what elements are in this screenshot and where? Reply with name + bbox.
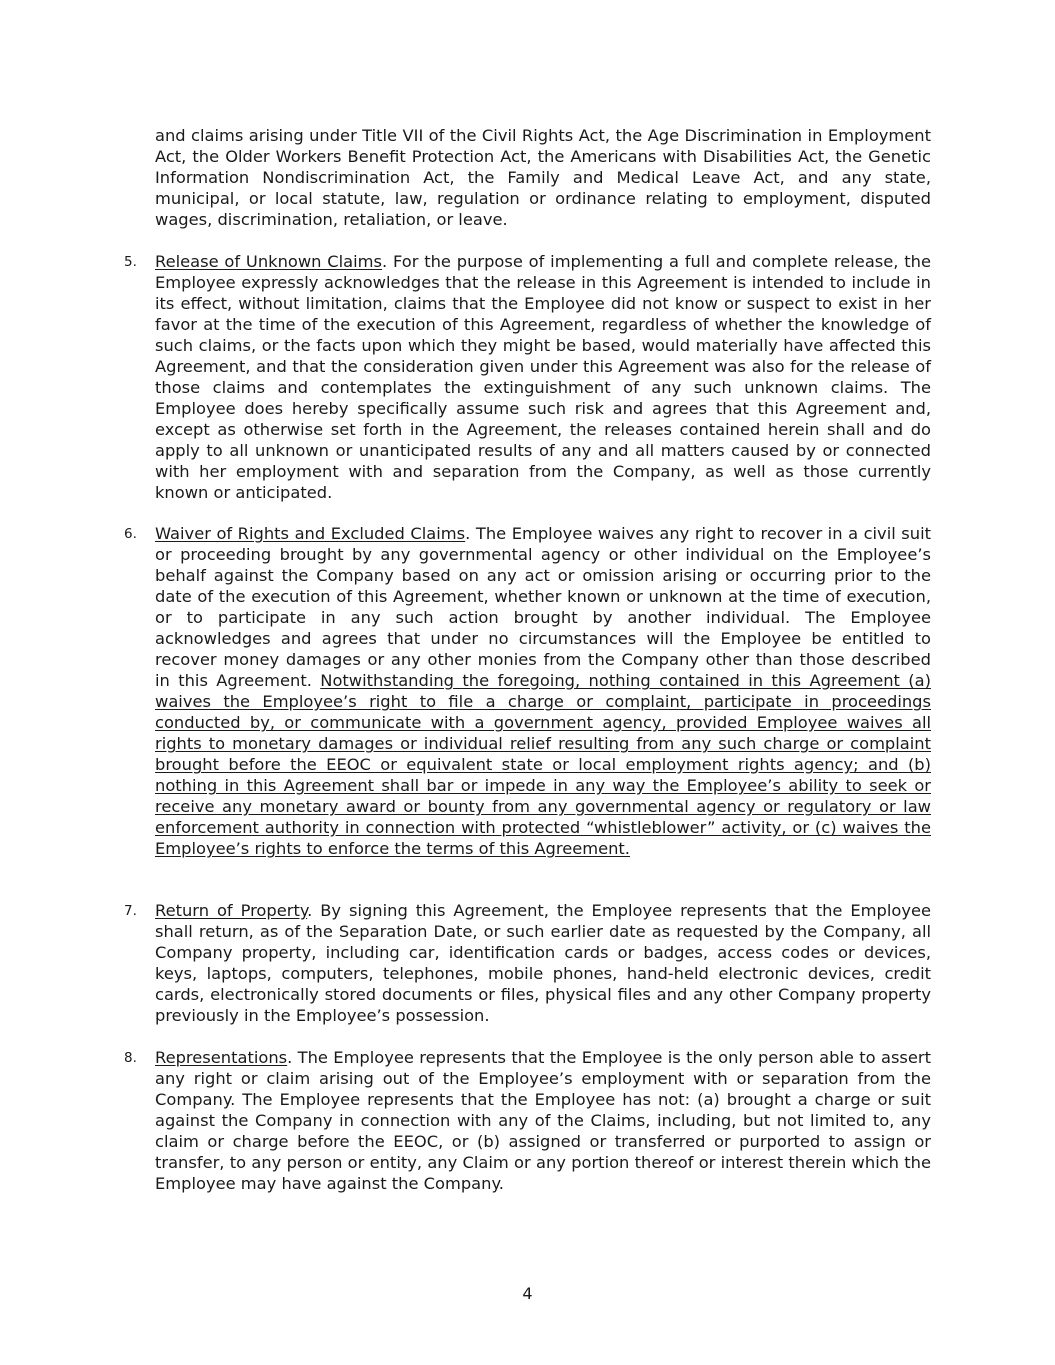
section-7-heading: Return of Property (155, 901, 308, 920)
section-6-body: . The Employee waives any right to recover in a civil suit or proceeding brought by any governmental agency or other individual on the Employee’s behalf against the Company based on any act or omission arising or occurring prior to the date of the execution of this Agreement, whether known or unknown at the time of execution, or to participate in any such action brought by another individual. The Employee acknowledges and agrees that under no circumstances will the Employee be entitled to recover money damages or any other monies from the Company other than those described in this Agreement. (155, 524, 931, 690)
section-7-number: 7. (124, 903, 137, 919)
page-number: 4 (522, 1284, 533, 1303)
continuation-text: and claims arising under Title VII of the Civil Rights Act, the Age Discrimination in Employment Act, the Older Workers Benefit Protection Act, the Americans with Disabilities Act, the Genetic Information Nondiscrimination Act, the Family and Medical Leave Act, and any state, municipal, or local statute, law, regulation or ordinance relating to employment, disputed wages, discrimination, retaliation, or leave. (155, 126, 931, 229)
section-6-number: 6. (124, 526, 137, 542)
section-6-underlined-text: Notwithstanding the foregoing, nothing contained in this Agreement (a) waives the Employee’s right to file a charge or complaint, participate in proceedings conducted by, or communicate with a government agency, provided Employee waives all rights to monetary damages or individual relief resulting from any such charge or complaint brought before the EEOC or equivalent state or local employment rights agency; and (b) nothing in this Agreement shall bar or impede in any way the Employee’s ability to seek or receive any monetary award or bounty from any governmental agency or regulatory or law enforcement authority in connection with protected “whistleblower” activity, or (c) waives the Employee’s rights to enforce the terms of this Agreement. (155, 671, 931, 858)
section-5-paragraph (155, 251, 931, 503)
section-8-body: . The Employee represents that the Employee is the only person able to assert any right or claim arising out of the Employee’s employment with or separation from the Company. The Employee represents that the Employee has not: (a) brought a charge or suit against the Company in connection with any of the Claims, including, but not limited to, any claim or charge before the EEOC, or (b) assigned or transferred or purported to assign or transfer, to any person or entity, any Claim or any portion thereof or interest therein which the Employee may have against the Company. (155, 1048, 931, 1193)
section-8-heading: Representations (155, 1048, 288, 1067)
section-8-number: 8. (124, 1050, 137, 1066)
continuation-paragraph (155, 125, 931, 230)
section-7-body: . By signing this Agreement, the Employee represents that the Employee shall return, as of the Separation Date, or such earlier date as requested by the Company, all Company property, including car, identification cards or badges, access codes or devices, keys, laptops, computers, telephones, mobile phones, hand-held electronic devices, credit cards, electronically stored documents or files, physical files and any other Company property previously in the Employee’s possession. (155, 901, 931, 1025)
section-5-number: 5. (124, 254, 137, 270)
section-5-body: . For the purpose of implementing a full and complete release, the Employee expressly acknowledges that the release in this Agreement is intended to include in its effect, without limitation, claims that the Employee did not know or suspect to exist in her favor at the time of the execution of this Agreement, regardless of whether the knowledge of such claims, or the facts upon which they might be based, would materially have affected this Agreement, and that the consideration given under this Agreement was also for the release of those claims and contemplates the extinguishment of any such unknown claims. The Employee does hereby specifically assume such risk and agrees that this Agreement and, except as otherwise set forth in the Agreement, the releases contained herein shall and do apply to all unknown or unanticipated results of any and all matters caused by or connected with her employment with and separation from the Company, as well as those currently known or anticipated. (155, 252, 931, 502)
section-6-heading: Waiver of Rights and Excluded Claims (155, 524, 466, 543)
section-7-paragraph (155, 900, 931, 1026)
section-6-paragraph (155, 523, 931, 859)
section-8-paragraph (155, 1047, 931, 1194)
section-5-heading: Release of Unknown Claims (155, 252, 383, 271)
